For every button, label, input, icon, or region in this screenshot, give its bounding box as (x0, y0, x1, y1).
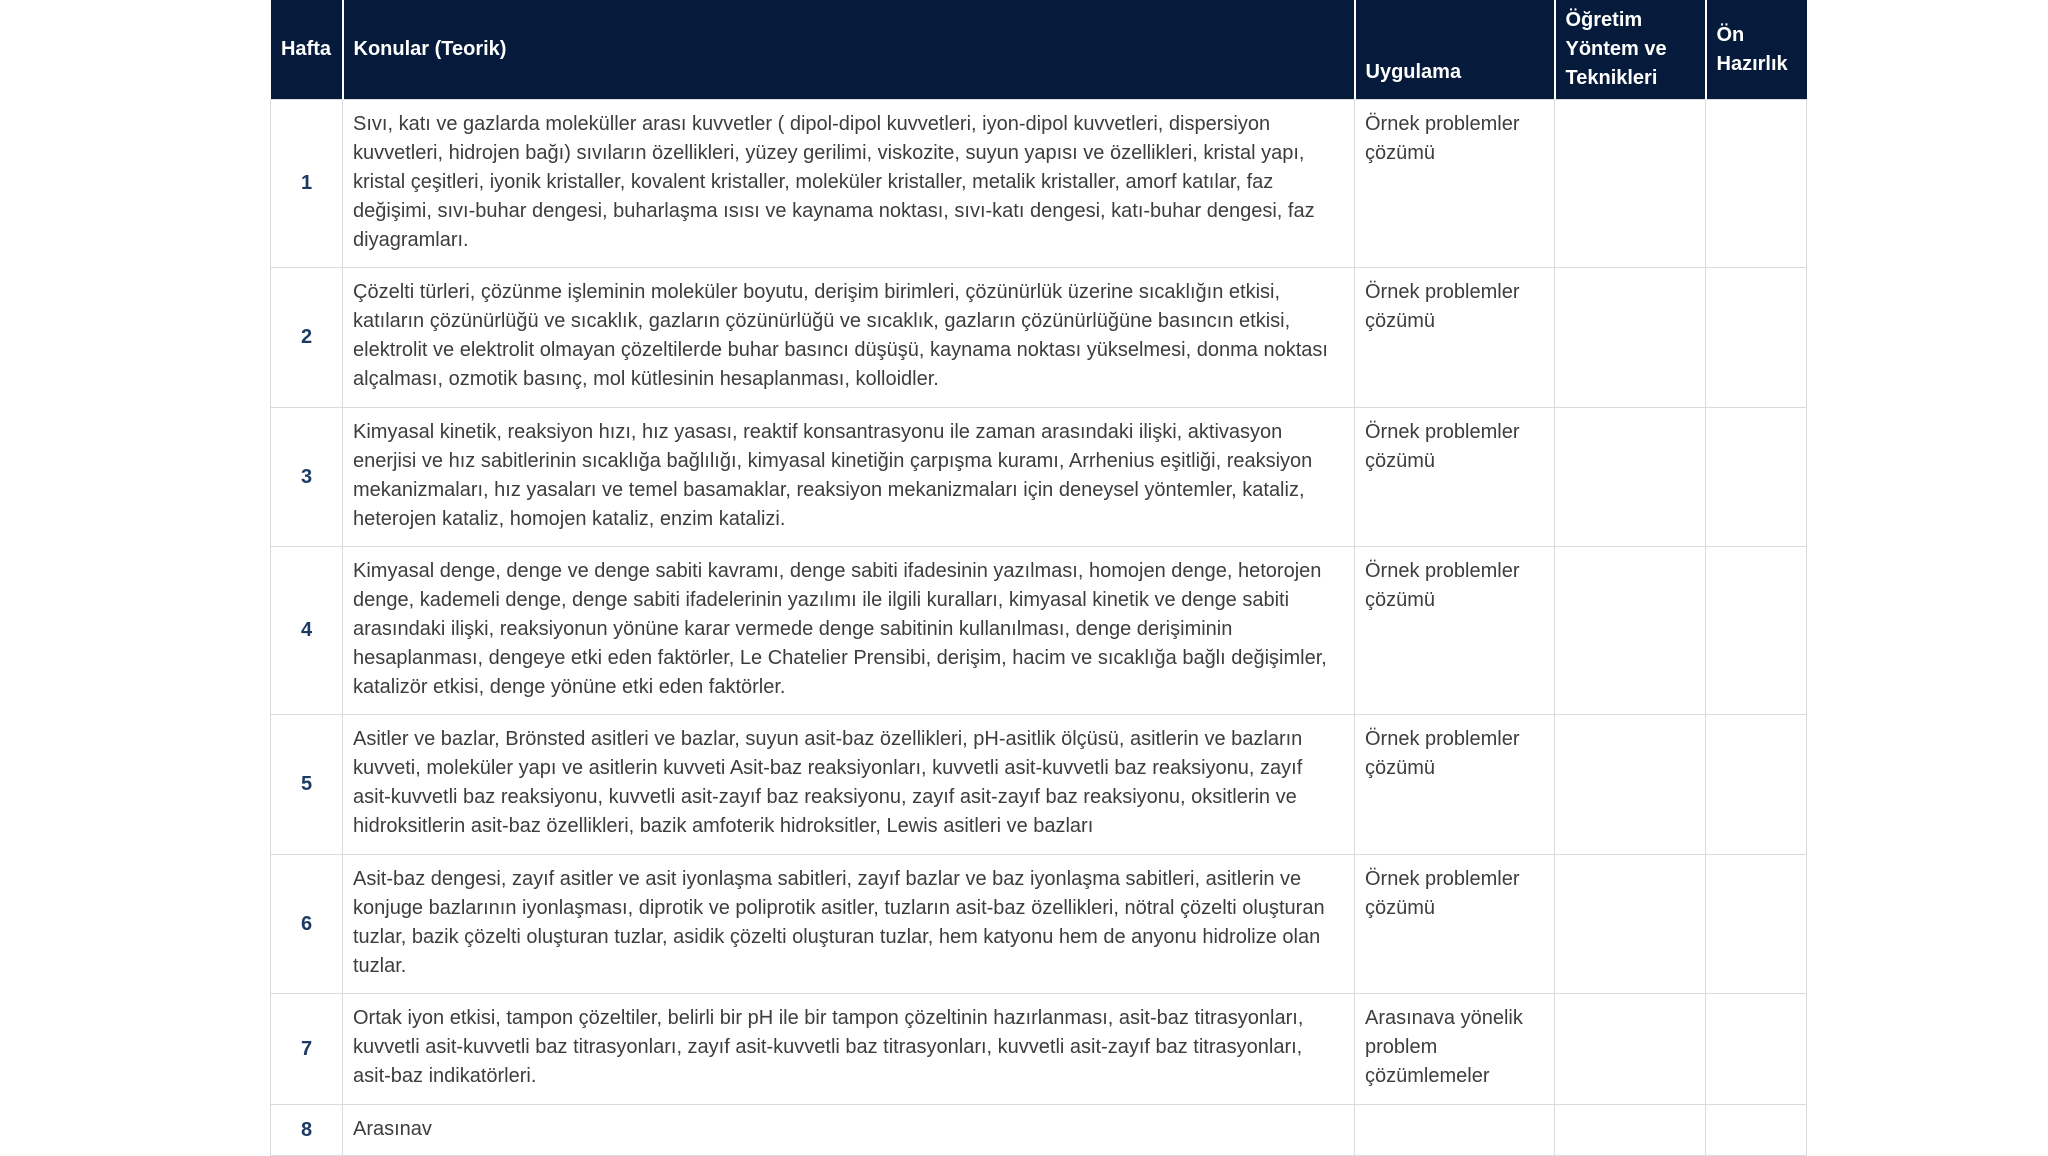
application-cell: Örnek problemler çözümü (1355, 547, 1555, 715)
topic-cell: Arasınav (343, 1105, 1355, 1156)
week-number: 5 (271, 715, 343, 855)
topic-cell: Ortak iyon etkisi, tampon çözeltiler, belirli bir pH ile bir tampon çözeltinin hazırlanması, asit-baz titrasyonları, kuvvetli asit-kuvvetli baz titrasyonları, zayıf asit-kuvvetli baz titrasyonları, kuvvetli asit-zayıf baz titrasyonları, asit-baz indikatörleri. (343, 994, 1355, 1105)
prep-cell (1706, 1105, 1807, 1156)
syllabus-table (270, 0, 1807, 1156)
header-application: Uygulama (1355, 0, 1555, 100)
table-row (271, 100, 1807, 268)
method-cell (1555, 100, 1706, 268)
topic-cell: Sıvı, katı ve gazlarda moleküller arası kuvvetler ( dipol-dipol kuvvetleri, iyon-dipol kuvvetleri, dispersiyon kuvvetleri, hidrojen bağı) sıvıların özellikleri, yüzey gerilimi, viskozite, suyun yapısı ve özellikleri, kristal yapı, kristal çeşitleri, iyonik kristaller, kovalent kristaller, moleküler kristaller, metalik kristaller, amorf katılar, faz değişimi, sıvı-buhar dengesi, buharlaşma ısısı ve kaynama noktası, sıvı-katı dengesi, katı-buhar dengesi, faz diyagramları. (343, 100, 1355, 268)
method-cell (1555, 268, 1706, 408)
application-cell: Örnek problemler çözümü (1355, 268, 1555, 408)
method-cell (1555, 408, 1706, 547)
table-row (271, 1105, 1807, 1156)
prep-cell (1706, 408, 1807, 547)
method-cell (1555, 994, 1706, 1105)
table-row (271, 408, 1807, 547)
table-header-row (271, 0, 1807, 100)
week-number: 1 (271, 100, 343, 268)
table-row (271, 268, 1807, 408)
week-number: 3 (271, 408, 343, 547)
topic-cell: Kimyasal denge, denge ve denge sabiti kavramı, denge sabiti ifadesinin yazılması, homojen denge, hetorojen denge, kademeli denge, denge sabiti ifadelerinin yazılımı ile ilgili kuralları, kimyasal kinetik ve denge sabiti arasındaki ilişki, reaksiyonun yönüne karar vermede denge sabitinin kullanılması, denge derişiminin hesaplanması, dengeye etki eden faktörler, Le Chatelier Prensibi, derişim, hacim ve sıcaklığa bağlı değişimler, katalizör etkisi, denge yönüne etki eden faktörler. (343, 547, 1355, 715)
application-cell: Örnek problemler çözümü (1355, 100, 1555, 268)
prep-cell (1706, 268, 1807, 408)
header-week: Hafta (271, 0, 343, 100)
prep-cell (1706, 100, 1807, 268)
table-row (271, 547, 1807, 715)
application-cell (1355, 1105, 1555, 1156)
week-number: 8 (271, 1105, 343, 1156)
week-number: 2 (271, 268, 343, 408)
topic-cell: Asitler ve bazlar, Brönsted asitleri ve bazlar, suyun asit-baz özellikleri, pH-asitlik ölçüsü, asitlerin ve bazların kuvveti, moleküler yapı ve asitlerin kuvveti Asit-baz reaksiyonları, kuvvetli asit-kuvvetli baz reaksiyonu, zayıf asit-kuvvetli baz reaksiyonu, kuvvetli asit-zayıf baz reaksiyonu, zayıf asit-zayıf baz reaksiyonu, oksitlerin ve hidroksitlerin asit-baz özellikleri, bazik amfoterik hidroksitler, Lewis asitleri ve bazları (343, 715, 1355, 855)
table-row (271, 855, 1807, 994)
syllabus-table-container (270, 0, 1806, 1156)
week-number: 4 (271, 547, 343, 715)
method-cell (1555, 855, 1706, 994)
topic-cell: Kimyasal kinetik, reaksiyon hızı, hız yasası, reaktif konsantrasyonu ile zaman arasındaki ilişki, aktivasyon enerjisi ve hız sabitlerinin sıcaklığa bağlılığı, kimyasal kinetiğin çarpışma kuramı, Arrhenius eşitliği, reaksiyon mekanizmaları, hız yasaları ve temel basamaklar, reaksiyon mekanizmaları için deneysel yöntemler, kataliz, heterojen kataliz, homojen kataliz, enzim katalizi. (343, 408, 1355, 547)
header-method-line1: Öğretim (1565, 9, 1643, 31)
week-number: 6 (271, 855, 343, 994)
week-number: 7 (271, 994, 343, 1105)
prep-cell (1706, 994, 1807, 1105)
topic-cell: Çözelti türleri, çözünme işleminin moleküler boyutu, derişim birimleri, çözünürlük üzerine sıcaklığın etkisi, katıların çözünürlüğü ve sıcaklık, gazların çözünürlüğü ve sıcaklık, gazların çözünürlüğüne basıncın etkisi, elektrolit ve elektrolit olmayan çözeltilerde buhar basıncı düşüşü, kaynama noktası yükselmesi, donma noktası alçalması, ozmotik basınç, mol kütlesinin hesaplanması, kolloidler. (343, 268, 1355, 408)
application-cell: Örnek problemler çözümü (1355, 715, 1555, 855)
application-cell: Örnek problemler çözümü (1355, 408, 1555, 547)
method-cell (1555, 547, 1706, 715)
header-prep-line2: Hazırlık (1716, 52, 1788, 75)
method-cell (1555, 1105, 1706, 1156)
prep-cell (1706, 855, 1807, 994)
table-row (271, 715, 1807, 855)
prep-cell (1706, 715, 1807, 855)
application-cell: Örnek problemler çözümü (1355, 855, 1555, 994)
header-topic: Konular (Teorik) (343, 0, 1355, 100)
header-preparation (1706, 0, 1807, 100)
header-method-line2: Yöntem ve (1565, 38, 1667, 60)
header-method-line3: Teknikleri (1565, 67, 1658, 89)
topic-cell: Asit-baz dengesi, zayıf asitler ve asit iyonlaşma sabitleri, zayıf bazlar ve baz iyonlaşma sabitleri, asitlerin ve konjuge bazlarının iyonlaşması, diprotik ve poliprotik asitler, tuzların asit-baz özellikleri, nötral çözelti oluşturan tuzlar, bazik çözelti oluşturan tuzlar, asidik çözelti oluşturan tuzlar, hem katyonu hem de anyonu hidrolize olan tuzlar. (343, 855, 1355, 994)
prep-cell (1706, 547, 1807, 715)
table-row (271, 994, 1807, 1105)
application-cell: Arasınava yönelik problem çözümlemeler (1355, 994, 1555, 1105)
method-cell (1555, 715, 1706, 855)
header-prep-line1: Ön (1716, 23, 1745, 46)
header-method (1555, 0, 1706, 100)
